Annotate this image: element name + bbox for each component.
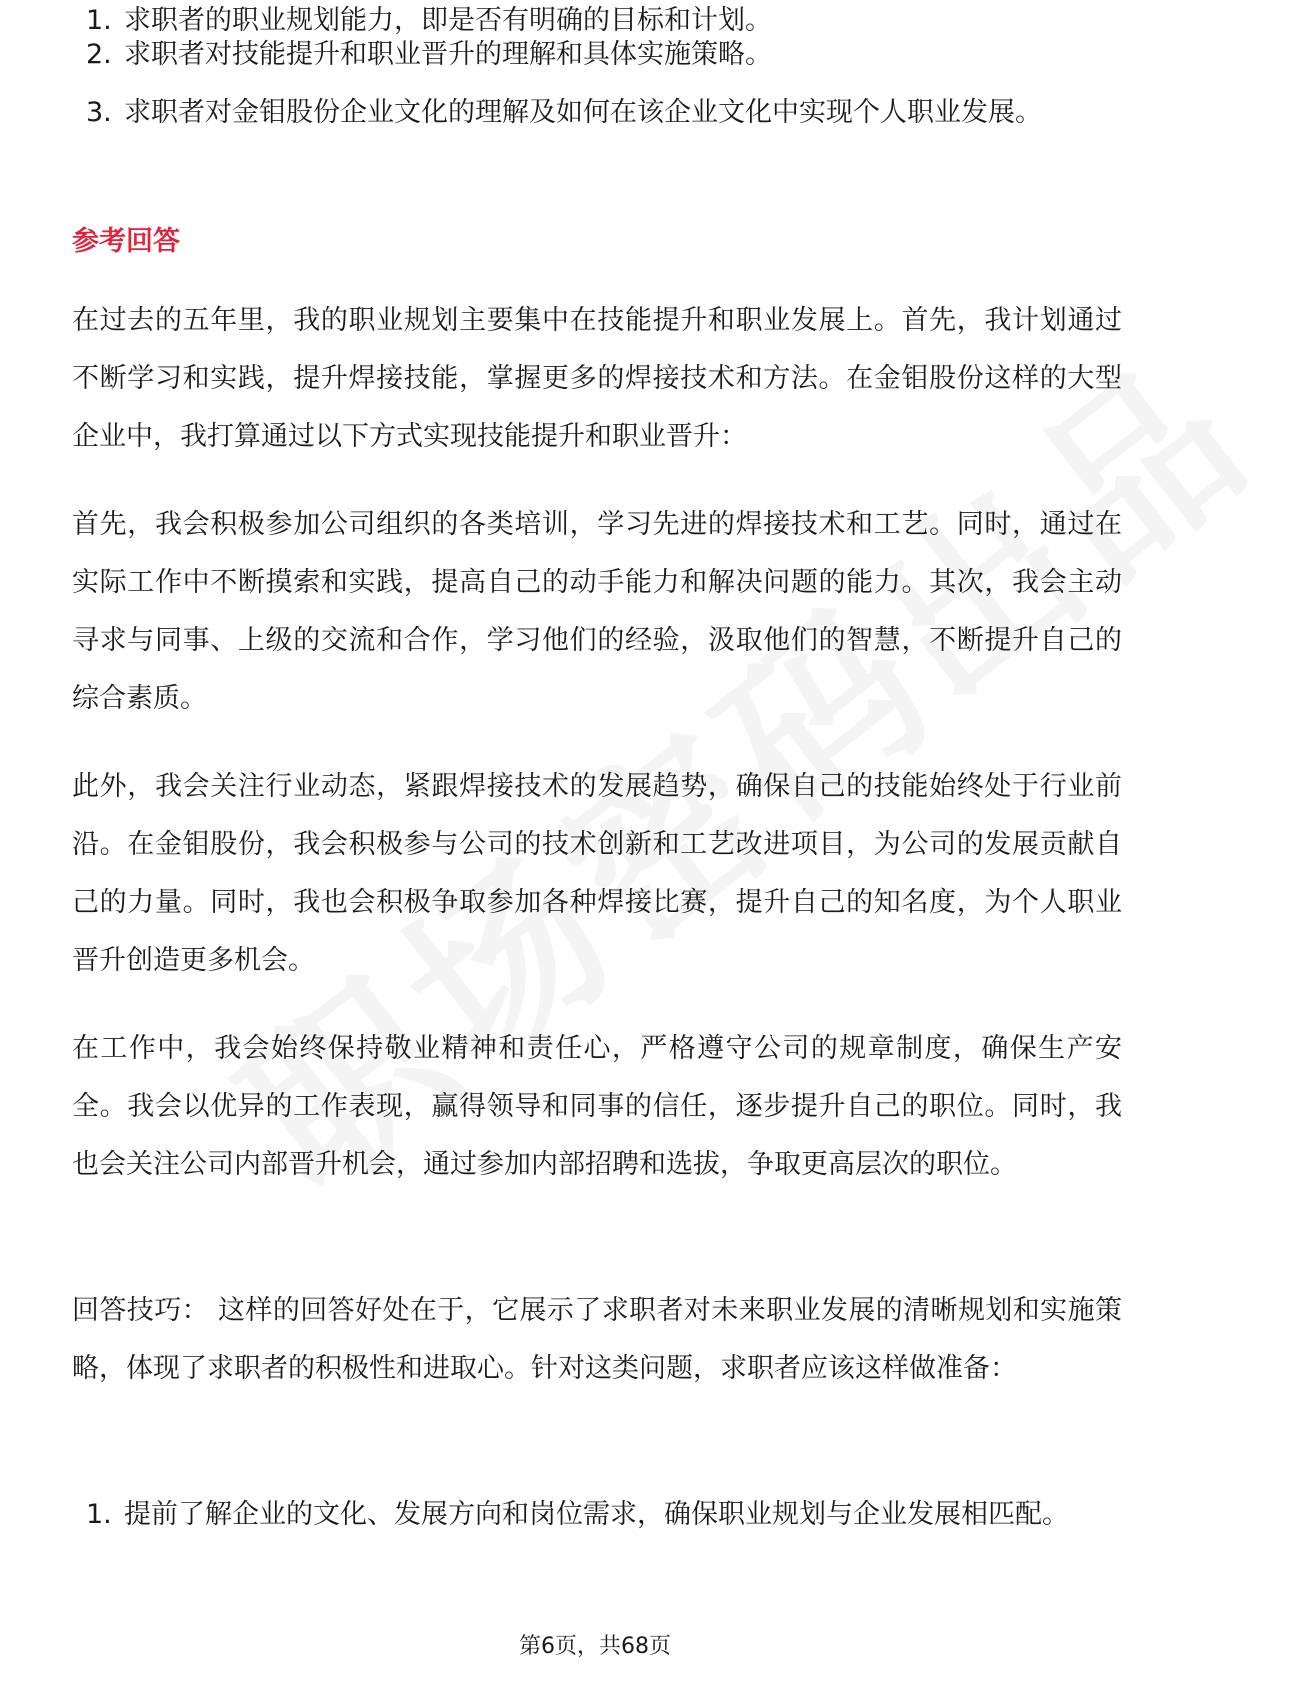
answer-paragraph: 在工作中，我会始终保持敬业精神和责任心，严格遵守公司的规章制度，确保生产安全。我会以优异的工作表现，赢得领导和同事的信任，逐步提升自己的职位。同时，我也会关注公司内部晋升机会，通过参加内部招聘和选拔，争取更高层次的职位。 xyxy=(72,1033,1122,1180)
tips-paragraph: 回答技巧： 这样的回答好处在于，它展示了求职者对未来职业发展的清晰规划和实施策略，体现了求职者的积极性和进取心。针对这类问题，求职者应该这样做准备： xyxy=(72,1295,1122,1384)
list-number: 1. xyxy=(86,5,112,36)
list-item-text: 求职者的职业规划能力，即是否有明确的目标和计划。 xyxy=(124,5,772,36)
list-number: 3. xyxy=(86,97,112,128)
page-footer: 第6页，共68页 xyxy=(519,1634,671,1659)
answer-paragraph: 此外，我会关注行业动态，紧跟焊接技术的发展趋势，确保自己的技能始终处于行业前沿。在金钼股份，我会积极参与公司的技术创新和工艺改进项目，为公司的发展贡献自己的力量。同时，我也会积极争取参加各种焊接比赛，提升自己的知名度，为个人职业晋升创造更多机会。 xyxy=(72,771,1122,976)
list-item-text: 求职者对技能提升和职业晋升的理解和具体实施策略。 xyxy=(124,39,772,70)
answer-paragraph: 首先，我会积极参加公司组织的各类培训，学习先进的焊接技术和工艺。同时，通过在实际工作中不断摸索和实践，提高自己的动手能力和解决问题的能力。其次，我会主动寻求与同事、上级的交流和合作，学习他们的经验，汲取他们的智慧，不断提升自己的综合素质。 xyxy=(72,509,1122,714)
list-item-text: 求职者对金钼股份企业文化的理解及如何在该企业文化中实现个人职业发展。 xyxy=(124,97,1042,128)
list-item xyxy=(72,0,1132,36)
section-heading: 参考回答 xyxy=(72,226,180,257)
list-number: 1. xyxy=(86,1499,112,1530)
list-item xyxy=(72,1486,1124,1544)
list-item xyxy=(72,26,1132,84)
list-number: 2. xyxy=(86,39,112,70)
evaluation-points-list xyxy=(72,5,1132,142)
list-item-text: 提前了解企业的文化、发展方向和岗位需求，确保职业规划与企业发展相匹配。 xyxy=(124,1499,1069,1530)
answer-paragraph: 在过去的五年里，我的职业规划主要集中在技能提升和职业发展上。首先，我计划通过不断学习和实践，提升焊接技能，掌握更多的焊接技术和方法。在金钼股份这样的大型企业中，我打算通过以下方式实现技能提升和职业晋升： xyxy=(72,305,1122,452)
preparation-tips-list xyxy=(72,1486,1132,1544)
list-item xyxy=(72,84,1132,142)
